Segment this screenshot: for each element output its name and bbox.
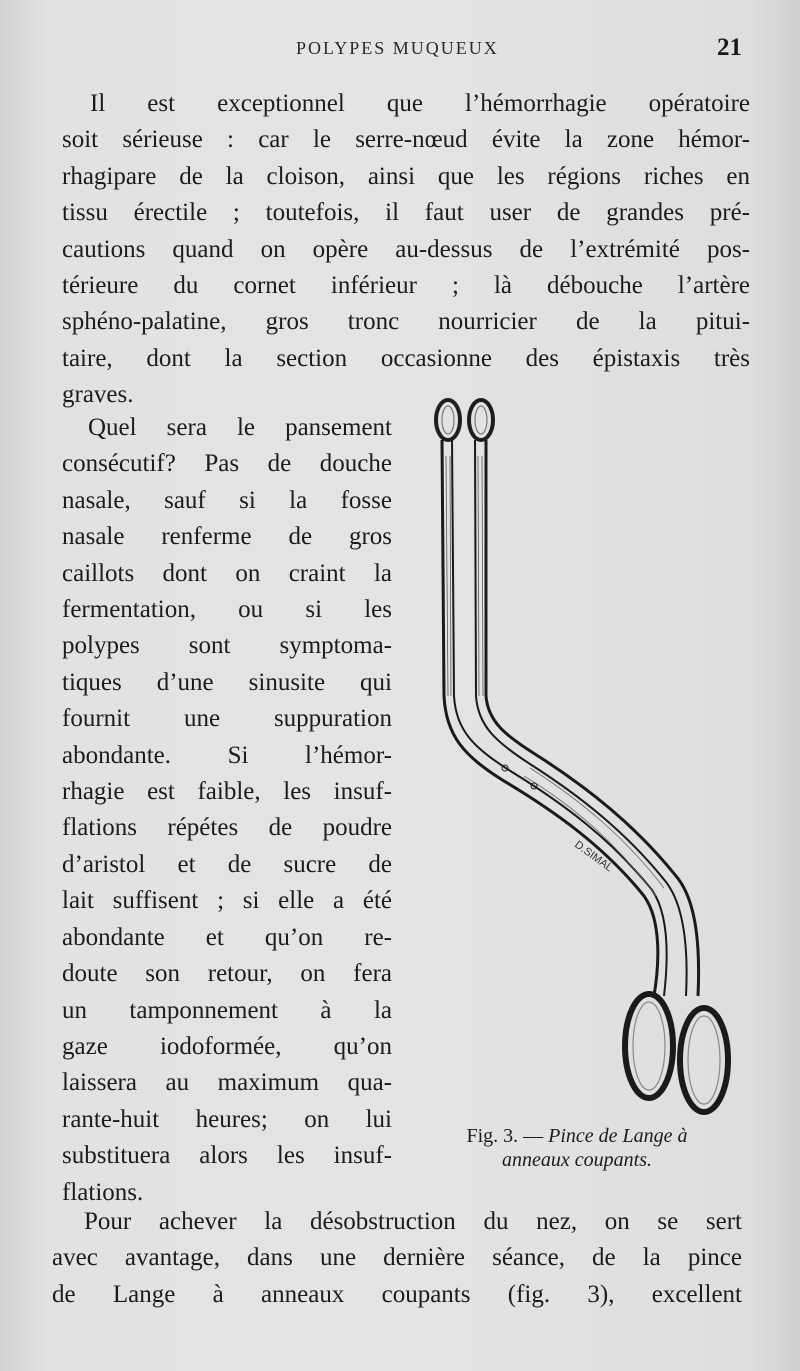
text-line: rhagipare de la cloison, ainsi que les régions riches en: [62, 162, 750, 190]
text-line: nasale renferme de gros: [62, 523, 392, 551]
text-line: sphéno-palatine, gros tronc nourricier de la pitui-: [62, 308, 750, 336]
text-line: tissu érectile ; toutefois, il faut user de grandes pré-: [62, 199, 750, 227]
text-line: substituera alors les insuf-: [62, 1142, 392, 1170]
text-line: rhagie est faible, les insuf-: [62, 778, 392, 806]
paragraph-hemorrhage: [62, 86, 750, 414]
figure-caption-line2: anneaux coupants.: [502, 1149, 652, 1171]
text-line: gaze iodoformée, qu’on: [62, 1032, 392, 1060]
text-line: taire, dont la section occasionne des épistaxis très: [62, 344, 750, 372]
text-line: flations répétes de poudre: [62, 814, 392, 842]
text-line: nasale, sauf si la fosse: [62, 486, 392, 514]
text-line: avec avantage, dans une dernière séance, de la pince: [52, 1244, 742, 1272]
text-line: abondante. Si l’hémor-: [62, 741, 392, 769]
forceps-illustration: [404, 396, 750, 1136]
text-line: flations.: [62, 1178, 144, 1206]
text-line: tiques d’une sinusite qui: [62, 668, 392, 696]
figure-caption-line1: Pince de Lange à: [548, 1125, 688, 1147]
text-line: soit sérieuse : car le serre-nœud évite la zone hémor-: [62, 126, 750, 154]
text-line: cautions quand on opère au-dessus de l’extrémité pos-: [62, 235, 750, 263]
text-line: Quel sera le pansement: [88, 414, 392, 441]
text-line: doute son retour, on fera: [62, 960, 392, 988]
text-line: abondante et qu’on re-: [62, 923, 392, 951]
text-line: graves.: [62, 381, 134, 409]
figure-caption: [412, 1124, 742, 1172]
text-line: Pour achever la désobstruction du nez, on se sert: [84, 1208, 742, 1235]
text-line: un tamponnement à la: [62, 996, 392, 1024]
text-line: consécutif? Pas de douche: [62, 450, 392, 478]
text-line: Il est exceptionnel que l’hémorrhagie opératoire: [90, 90, 750, 117]
text-line: fournit une suppuration: [62, 705, 392, 733]
text-line: de Lange à anneaux coupants (fig. 3), excellent: [52, 1280, 742, 1308]
figure-label: Fig. 3. —: [466, 1125, 544, 1147]
paragraph-forceps: [52, 1204, 742, 1313]
bottom-ring-right: [680, 1008, 728, 1112]
text-line: polypes sont symptoma-: [62, 632, 392, 660]
paragraph-dressing: [62, 410, 392, 1211]
text-line: térieure du cornet inférieur ; là débouche l’artère: [62, 272, 750, 300]
text-line: d’aristol et de sucre de: [62, 850, 392, 878]
text-line: lait suffisent ; si elle a été: [62, 887, 392, 915]
engraver-mark: D.SIMAL: [572, 838, 615, 875]
text-line: caillots dont on craint la: [62, 559, 392, 587]
running-title: POLYPES MUQUEUX: [296, 38, 499, 58]
bottom-ring-left: [625, 994, 673, 1098]
text-line: rante-huit heures; on lui: [62, 1105, 392, 1133]
page-number: 21: [717, 34, 742, 61]
text-line: fermentation, ou si les: [62, 596, 392, 624]
text-line: laissera au maximum qua-: [62, 1069, 392, 1097]
